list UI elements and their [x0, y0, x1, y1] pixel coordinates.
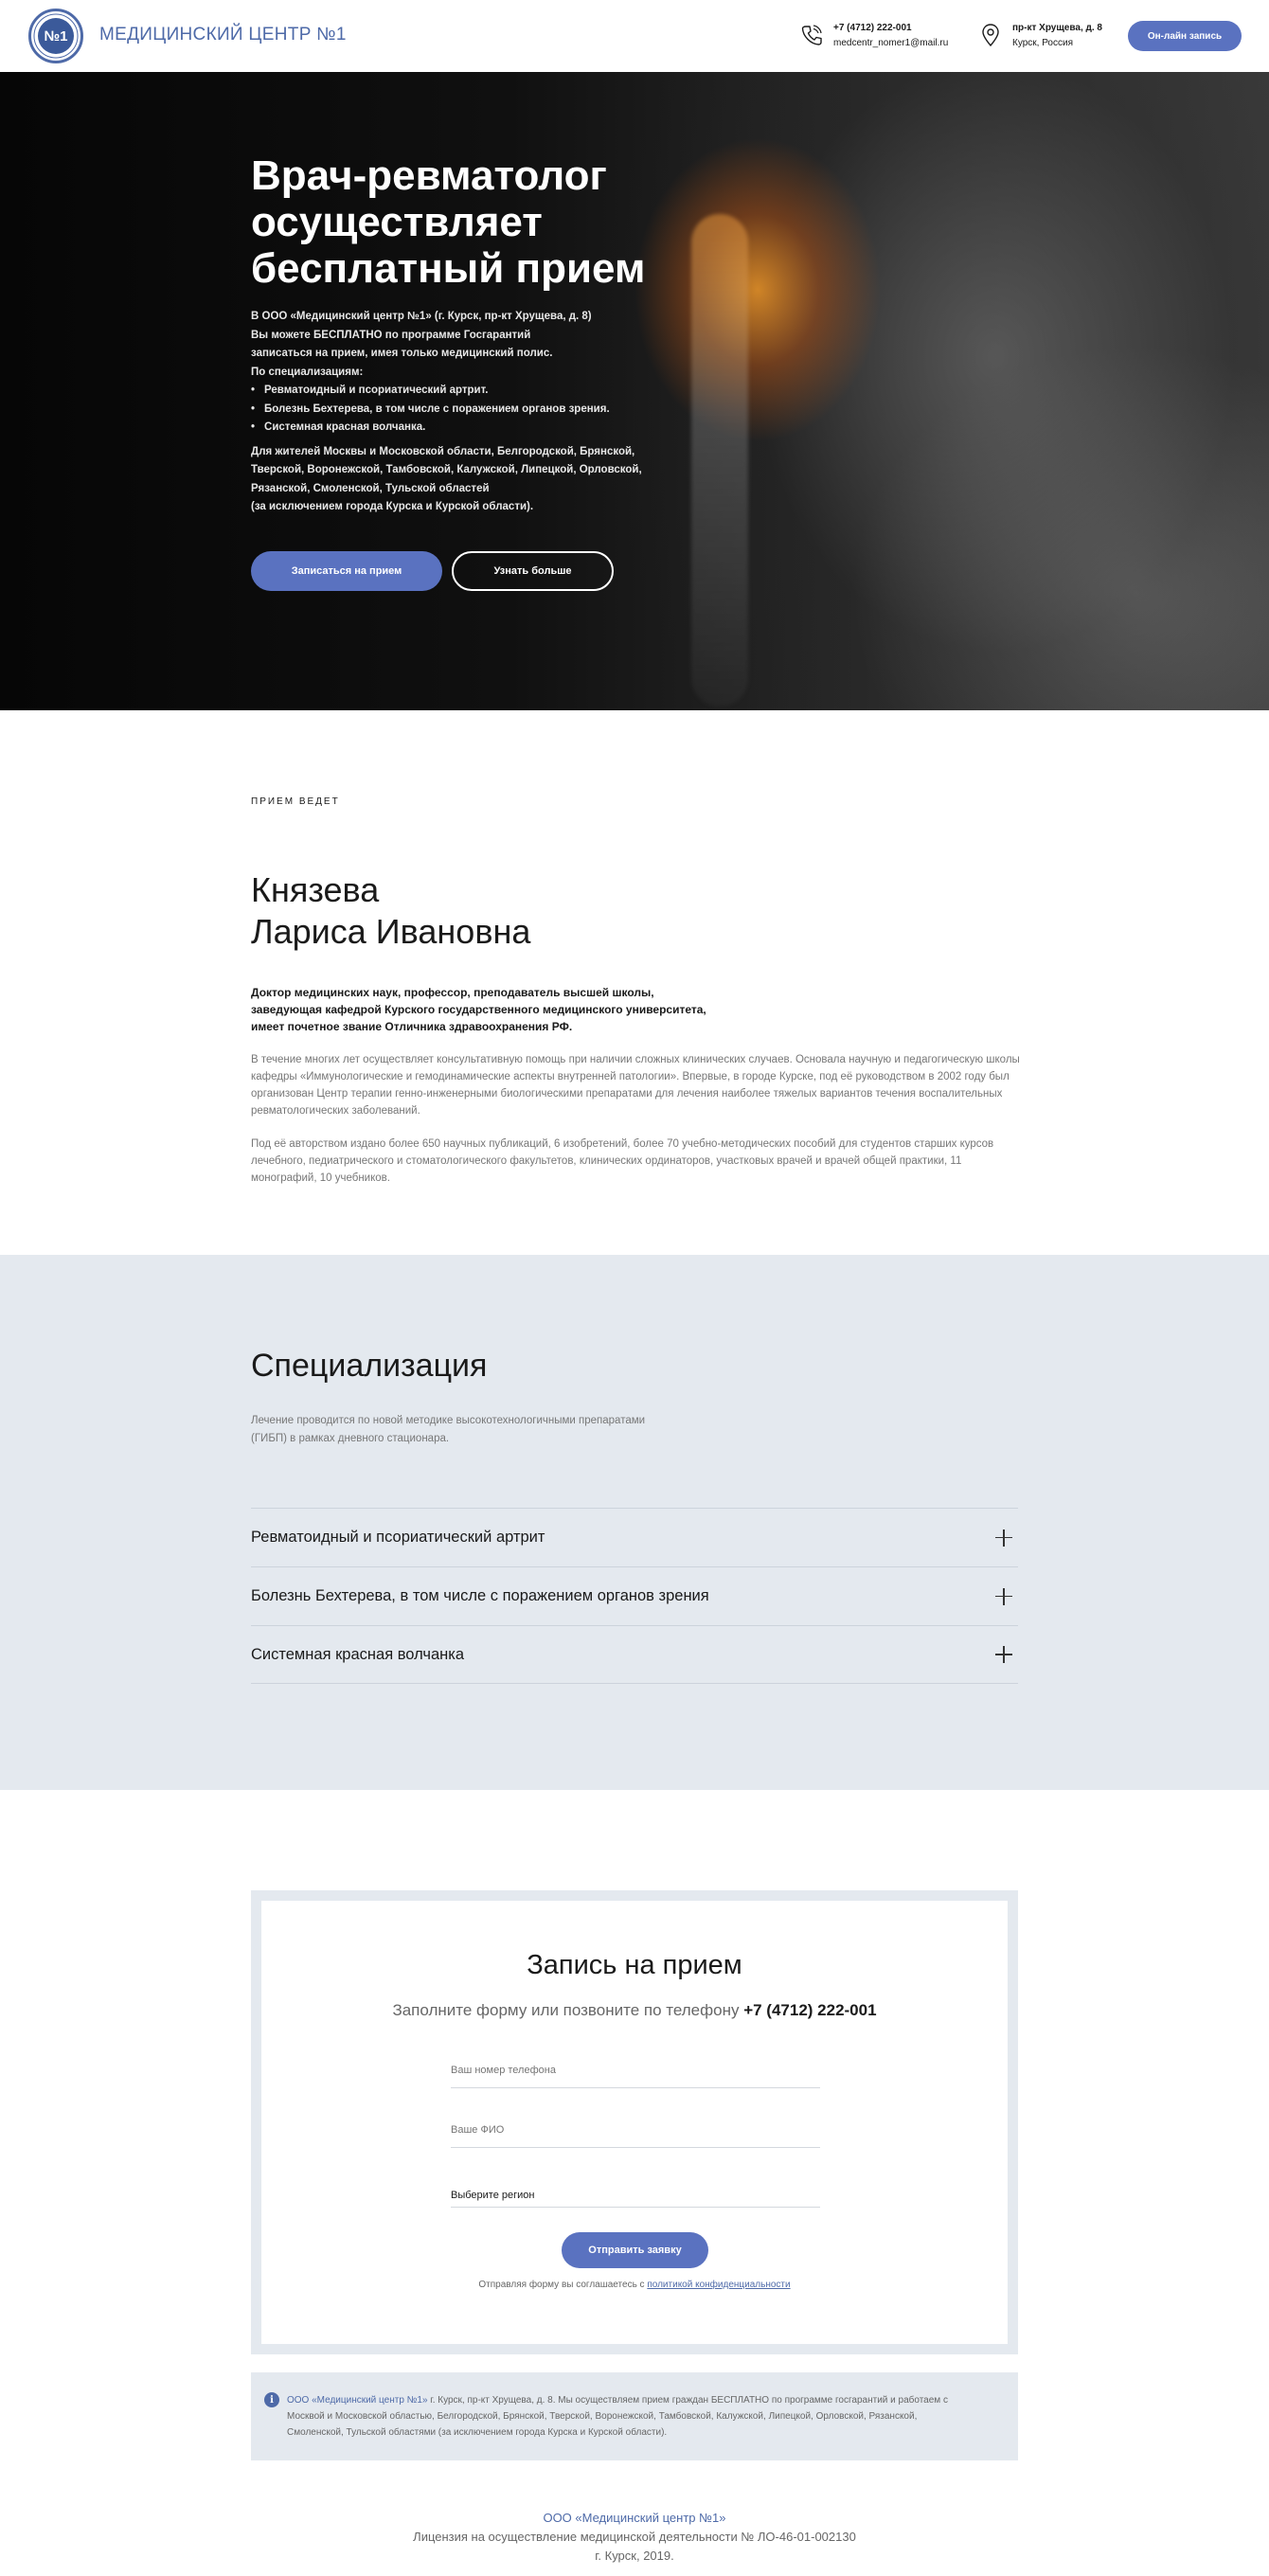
hero-intro-line: Вы можете БЕСПЛАТНО по программе Госгарантий	[251, 329, 531, 341]
appointment-form	[261, 1901, 1008, 2344]
hero-region-line: Рязанской, Смоленской, Тульской областей	[251, 482, 490, 494]
plus-icon[interactable]	[995, 1646, 1012, 1663]
phone-input[interactable]	[451, 2058, 820, 2088]
header-email[interactable]: medcentr_nomer1@mail.ru	[833, 38, 949, 48]
doctor-credentials-line: Доктор медицинских наук, профессор, преподаватель высшей школы,	[251, 986, 654, 999]
accordion-label: Болезнь Бехтерева, в том числе с поражением органов зрения	[251, 1587, 709, 1604]
site-header	[0, 0, 1269, 72]
accordion-label: Ревматоидный и псориатический артрит	[251, 1529, 545, 1546]
book-appointment-button[interactable]: Записаться на прием	[251, 551, 442, 591]
header-address-line2: Курск, Россия	[1012, 38, 1073, 48]
appointment-form-frame	[251, 1890, 1018, 2354]
submit-request-button[interactable]: Отправить заявку	[562, 2232, 708, 2268]
plus-icon[interactable]	[995, 1530, 1012, 1547]
logo-mark: №1	[38, 18, 74, 54]
hero-intro-line: записаться на прием, имея только медицинский полис.	[251, 348, 553, 359]
footer-license: Лицензия на осуществление медицинской деятельности № ЛО-46-01-002130	[413, 2530, 856, 2544]
doctor-credentials-line: имеет почетное звание Отличника здравоохранения РФ.	[251, 1020, 573, 1033]
hero-description	[251, 308, 696, 517]
phone-icon	[799, 23, 824, 47]
hero-bullet: • Ревматоидный и псориатический артрит.	[251, 382, 696, 401]
full-name-input[interactable]	[451, 2118, 820, 2148]
brand-name[interactable]: МЕДИЦИНСКИЙ ЦЕНТР №1	[99, 25, 347, 45]
header-phone[interactable]: +7 (4712) 222-001	[833, 23, 912, 33]
hero-regions	[251, 443, 696, 517]
doctor-kicker: ПРИЕМ ВЕДЕТ	[251, 796, 340, 807]
hero-region-line: Для жителей Москвы и Московской области, Белгородской, Брянской,	[251, 445, 635, 457]
logo[interactable]	[28, 9, 83, 63]
specialization-subtitle: Лечение проводится по новой методике высокотехнологичными препаратами (ГИБП) в рамках дневного стационара.	[251, 1415, 646, 1444]
consent-label: Отправляя форму вы соглашаетесь с	[478, 2280, 648, 2290]
doctor-name	[251, 869, 530, 953]
specialization-title: Специализация	[251, 1348, 488, 1384]
accordion-item[interactable]	[251, 1625, 1018, 1684]
doctor-bio-paragraph: Под её авторством издано более 650 научных публикаций, 6 изобретений, более 70 учебно-методических пособий для студентов старших курсов лечебного, педиатрического и стоматологического факультетов, клинических ординаторов, участковых врачей и врачей общей практики, 11 монографий, 10 учебников.	[251, 1138, 994, 1184]
hero-bullet: • Болезнь Бехтерева, в том числе с поражением органов зрения.	[251, 401, 696, 420]
form-subtitle-text: Заполните форму или позвоните по телефону	[392, 2001, 744, 2019]
hero-section	[0, 72, 1269, 710]
doctor-credentials-line: заведующая кафедрой Курского государственного медицинского университета,	[251, 1003, 706, 1016]
map-pin-icon	[978, 23, 1003, 47]
accordion-item[interactable]	[251, 1566, 1018, 1625]
hero-intro-line: По специализациям:	[251, 366, 364, 378]
accordion-item[interactable]	[251, 1508, 1018, 1566]
specialization-section	[0, 1255, 1269, 1790]
info-notice	[251, 2372, 1018, 2460]
header-address-block	[1012, 21, 1102, 51]
form-phone[interactable]: +7 (4712) 222-001	[743, 2001, 877, 2019]
consent-text	[261, 2280, 1008, 2290]
hero-intro-line: В ООО «Медицинский центр №1» (г. Курск, пр-кт Хрущева, д. 8)	[251, 311, 592, 322]
doctor-given-name: Лариса Ивановна	[251, 912, 531, 951]
plus-icon[interactable]	[995, 1588, 1012, 1605]
info-icon: i	[264, 2392, 279, 2407]
hero-bullet-list	[251, 382, 696, 438]
footer-org: ООО «Медицинский центр №1»	[543, 2511, 726, 2525]
form-subtitle	[261, 2001, 1008, 2020]
hero-bullet: • Системная красная волчанка.	[251, 419, 696, 438]
info-body: г. Курск, пр-кт Хрущева, д. 8. Мы осуществляем прием граждан БЕСПЛАТНО по программе госгарантий и работаем с Москвой и Московской областью, Белгородской, Брянской, Тверской, Воронежской, Тамбовской, Калужской, Липецкой, Орловской, Рязанской, Смоленской, Тульской областями (за исключением города Курска и Курской области).	[287, 2395, 948, 2438]
info-org-name: ООО «Медицинский центр №1»	[287, 2395, 428, 2406]
online-booking-button[interactable]: Он-лайн запись	[1128, 21, 1242, 51]
accordion-label: Системная красная волчанка	[251, 1645, 465, 1663]
header-address-line1: пр-кт Хрущева, д. 8	[1012, 23, 1102, 33]
footer-city-year: г. Курск, 2019.	[595, 2549, 674, 2563]
site-footer	[0, 2509, 1269, 2566]
doctor-surname: Князева	[251, 870, 380, 909]
hero-region-line: (за исключением города Курска и Курской области).	[251, 501, 534, 512]
header-phone-block	[833, 21, 948, 51]
hero-region-line: Тверской, Воронежской, Тамбовской, Калужской, Липецкой, Орловской,	[251, 464, 642, 475]
info-text	[287, 2392, 969, 2441]
region-select[interactable]: Выберите регион	[451, 2177, 820, 2208]
hero-title: Врач-ревматолог осуществляет бесплатный прием	[251, 152, 646, 292]
doctor-bio-paragraph: В течение многих лет осуществляет консультативную помощь при наличии сложных клинических случаев. Основала научную и педагогическую школы кафедры «Иммунологические и гемодинамические аспекты внутренней патологии». Впервые, в городе Курске, под её руководством в 2002 году был организован Центр терапии генно-инженерными биологическими препаратами для лечения наиболее тяжелых вариантов течения воспалительных ревматологических заболеваний.	[251, 1054, 1020, 1117]
doctor-credentials	[251, 984, 781, 1035]
form-title: Запись на прием	[527, 1950, 742, 1980]
privacy-policy-link[interactable]: политикой конфиденциальности	[647, 2280, 791, 2290]
learn-more-button[interactable]: Узнать больше	[452, 551, 614, 591]
